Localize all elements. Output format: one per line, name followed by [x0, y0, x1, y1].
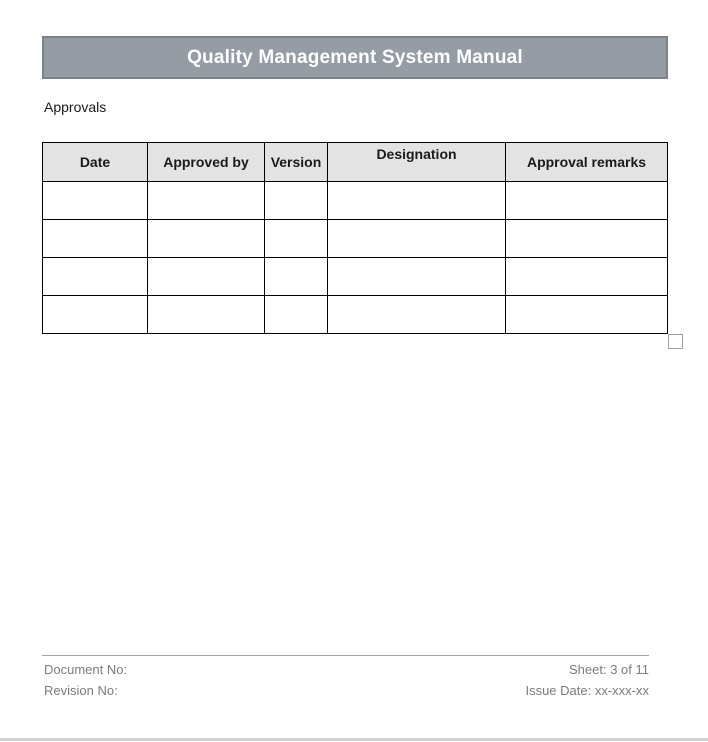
table-cell-date[interactable]: [43, 182, 148, 220]
table-header-row: [43, 143, 668, 182]
revision-no-label: Revision No:: [44, 683, 118, 698]
table-row: [43, 296, 668, 334]
table-cell-approval-remarks[interactable]: [506, 296, 668, 334]
page-bottom-edge: [0, 738, 708, 741]
table-cell-version[interactable]: [265, 220, 328, 258]
table-row: [43, 258, 668, 296]
document-title: Quality Management System Manual: [187, 46, 523, 68]
approvals-section-label: Approvals: [44, 99, 107, 115]
table-cell-approval-remarks[interactable]: [506, 182, 668, 220]
table-cell-version[interactable]: [265, 182, 328, 220]
table-cell-approval-remarks[interactable]: [506, 220, 668, 258]
table-cell-designation[interactable]: [328, 258, 506, 296]
column-header-date: Date: [43, 143, 148, 182]
table-resize-handle[interactable]: [668, 334, 683, 349]
column-header-approval-remarks: Approval remarks: [506, 143, 668, 182]
table-cell-approved-by[interactable]: [148, 258, 265, 296]
sheet-number-label: Sheet: 3 of 11: [569, 662, 649, 677]
table-cell-date[interactable]: [43, 258, 148, 296]
table-cell-date[interactable]: [43, 296, 148, 334]
table-row: [43, 182, 668, 220]
footer-row-1: [42, 659, 649, 680]
table-cell-version[interactable]: [265, 258, 328, 296]
table-cell-version[interactable]: [265, 296, 328, 334]
table-cell-designation[interactable]: [328, 296, 506, 334]
table-cell-designation[interactable]: [328, 182, 506, 220]
table-cell-approved-by[interactable]: [148, 182, 265, 220]
document-no-label: Document No:: [44, 662, 128, 677]
footer-row-2: [42, 680, 649, 701]
table-cell-approval-remarks[interactable]: [506, 258, 668, 296]
table-cell-date[interactable]: [43, 220, 148, 258]
table-cell-designation[interactable]: [328, 220, 506, 258]
table-cell-approved-by[interactable]: [148, 296, 265, 334]
issue-date-label: Issue Date: xx-xxx-xx: [525, 683, 649, 698]
document-title-banner: [42, 36, 668, 79]
column-header-approved-by: Approved by: [148, 143, 265, 182]
page-footer: [42, 655, 649, 701]
column-header-designation: Designation: [328, 143, 506, 182]
column-header-version: Version: [265, 143, 328, 182]
approvals-table: [42, 142, 668, 334]
table-cell-approved-by[interactable]: [148, 220, 265, 258]
table-row: [43, 220, 668, 258]
